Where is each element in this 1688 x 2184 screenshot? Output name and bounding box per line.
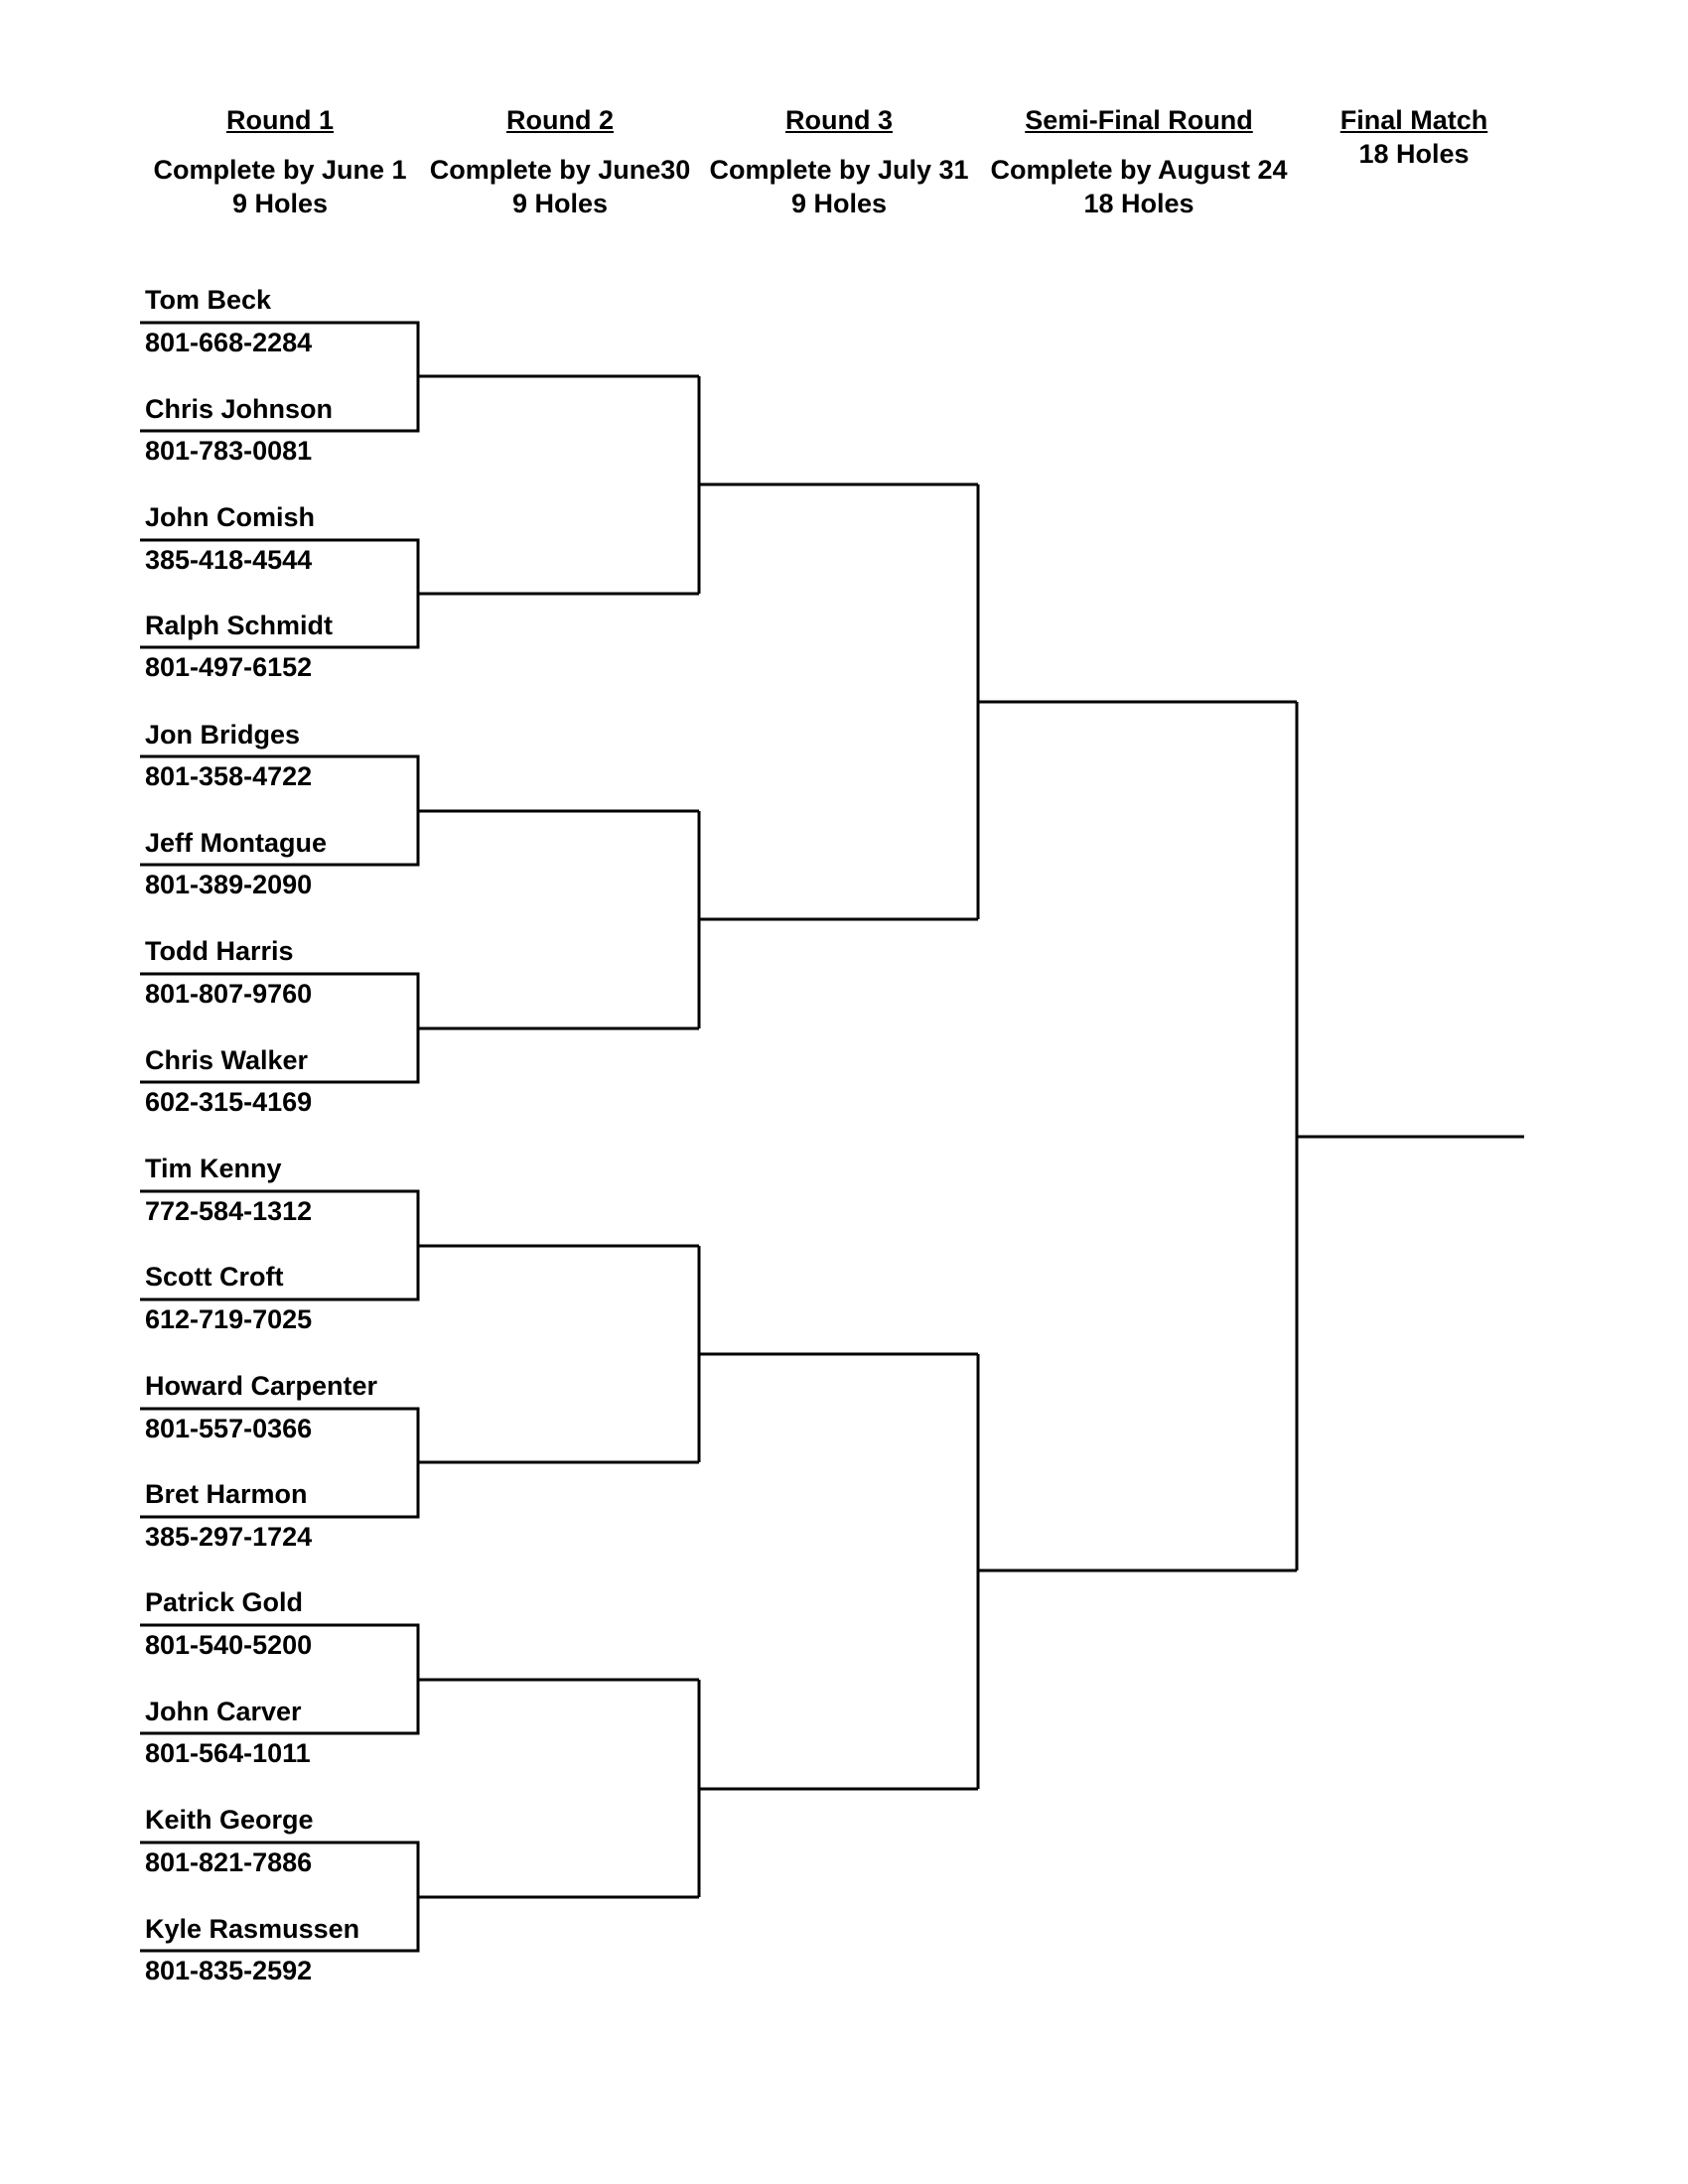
r3-match-1 [978,484,1297,919]
r2-match-4 [699,1680,978,1897]
semi-final-deadline: Complete by August 24 [990,155,1288,185]
r2-match-2 [699,811,978,1028]
player-14-name: John Carver [145,1697,302,1726]
player-12-phone: 385-297-1724 [145,1522,313,1552]
player-14-phone: 801-564-1011 [145,1738,311,1768]
player-1-phone: 801-668-2284 [145,328,313,357]
player-15-phone: 801-821-7886 [145,1847,313,1877]
round-3-holes: 9 Holes [790,189,888,218]
player-7-name: Todd Harris [145,936,294,966]
semi-final-holes: 18 Holes [1083,189,1195,218]
player-11-name: Howard Carpenter [145,1371,378,1401]
player-3-phone: 385-418-4544 [145,545,313,575]
round-2-holes: 9 Holes [511,189,609,218]
player-10-phone: 612-719-7025 [145,1304,313,1334]
player-9-phone: 772-584-1312 [145,1196,313,1226]
r3-match-2 [978,1354,1297,1789]
player-16-phone: 801-835-2592 [145,1956,313,1985]
player-2-phone: 801-783-0081 [145,436,313,466]
player-6-name: Jeff Montague [145,828,328,858]
final-match-title: Final Match [1339,105,1488,135]
player-7-phone: 801-807-9760 [145,979,313,1009]
r2-match-1 [699,376,978,594]
semi-final-match [1297,702,1524,1570]
player-3-name: John Comish [145,502,316,532]
round-3-deadline: Complete by July 31 [709,155,969,185]
player-6-phone: 801-389-2090 [145,870,313,899]
player-1-name: Tom Beck [145,285,272,315]
player-10-name: Scott Croft [145,1262,284,1292]
player-4-phone: 801-497-6152 [145,652,313,682]
player-11-phone: 801-557-0366 [145,1414,313,1443]
round-2-title: Round 2 [505,105,614,135]
player-12-name: Bret Harmon [145,1479,308,1509]
player-16-name: Kyle Rasmussen [145,1914,360,1944]
r2-match-3 [699,1246,978,1462]
player-13-name: Patrick Gold [145,1587,304,1617]
player-2-name: Chris Johnson [145,394,334,424]
player-4-name: Ralph Schmidt [145,611,334,640]
player-13-phone: 801-540-5200 [145,1630,313,1660]
player-5-name: Jon Bridges [145,720,301,750]
player-9-name: Tim Kenny [145,1154,282,1183]
round-1-title: Round 1 [225,105,334,135]
player-5-phone: 801-358-4722 [145,761,313,791]
round-1-deadline: Complete by June 1 [153,155,407,185]
round-1-holes: 9 Holes [231,189,329,218]
semi-final-title: Semi-Final Round [1025,105,1253,135]
player-8-phone: 602-315-4169 [145,1087,313,1117]
player-8-name: Chris Walker [145,1045,309,1075]
final-match-holes: 18 Holes [1358,139,1470,169]
round-3-title: Round 3 [785,105,893,135]
player-15-name: Keith George [145,1805,314,1835]
round-2-deadline: Complete by June30 [429,155,691,185]
